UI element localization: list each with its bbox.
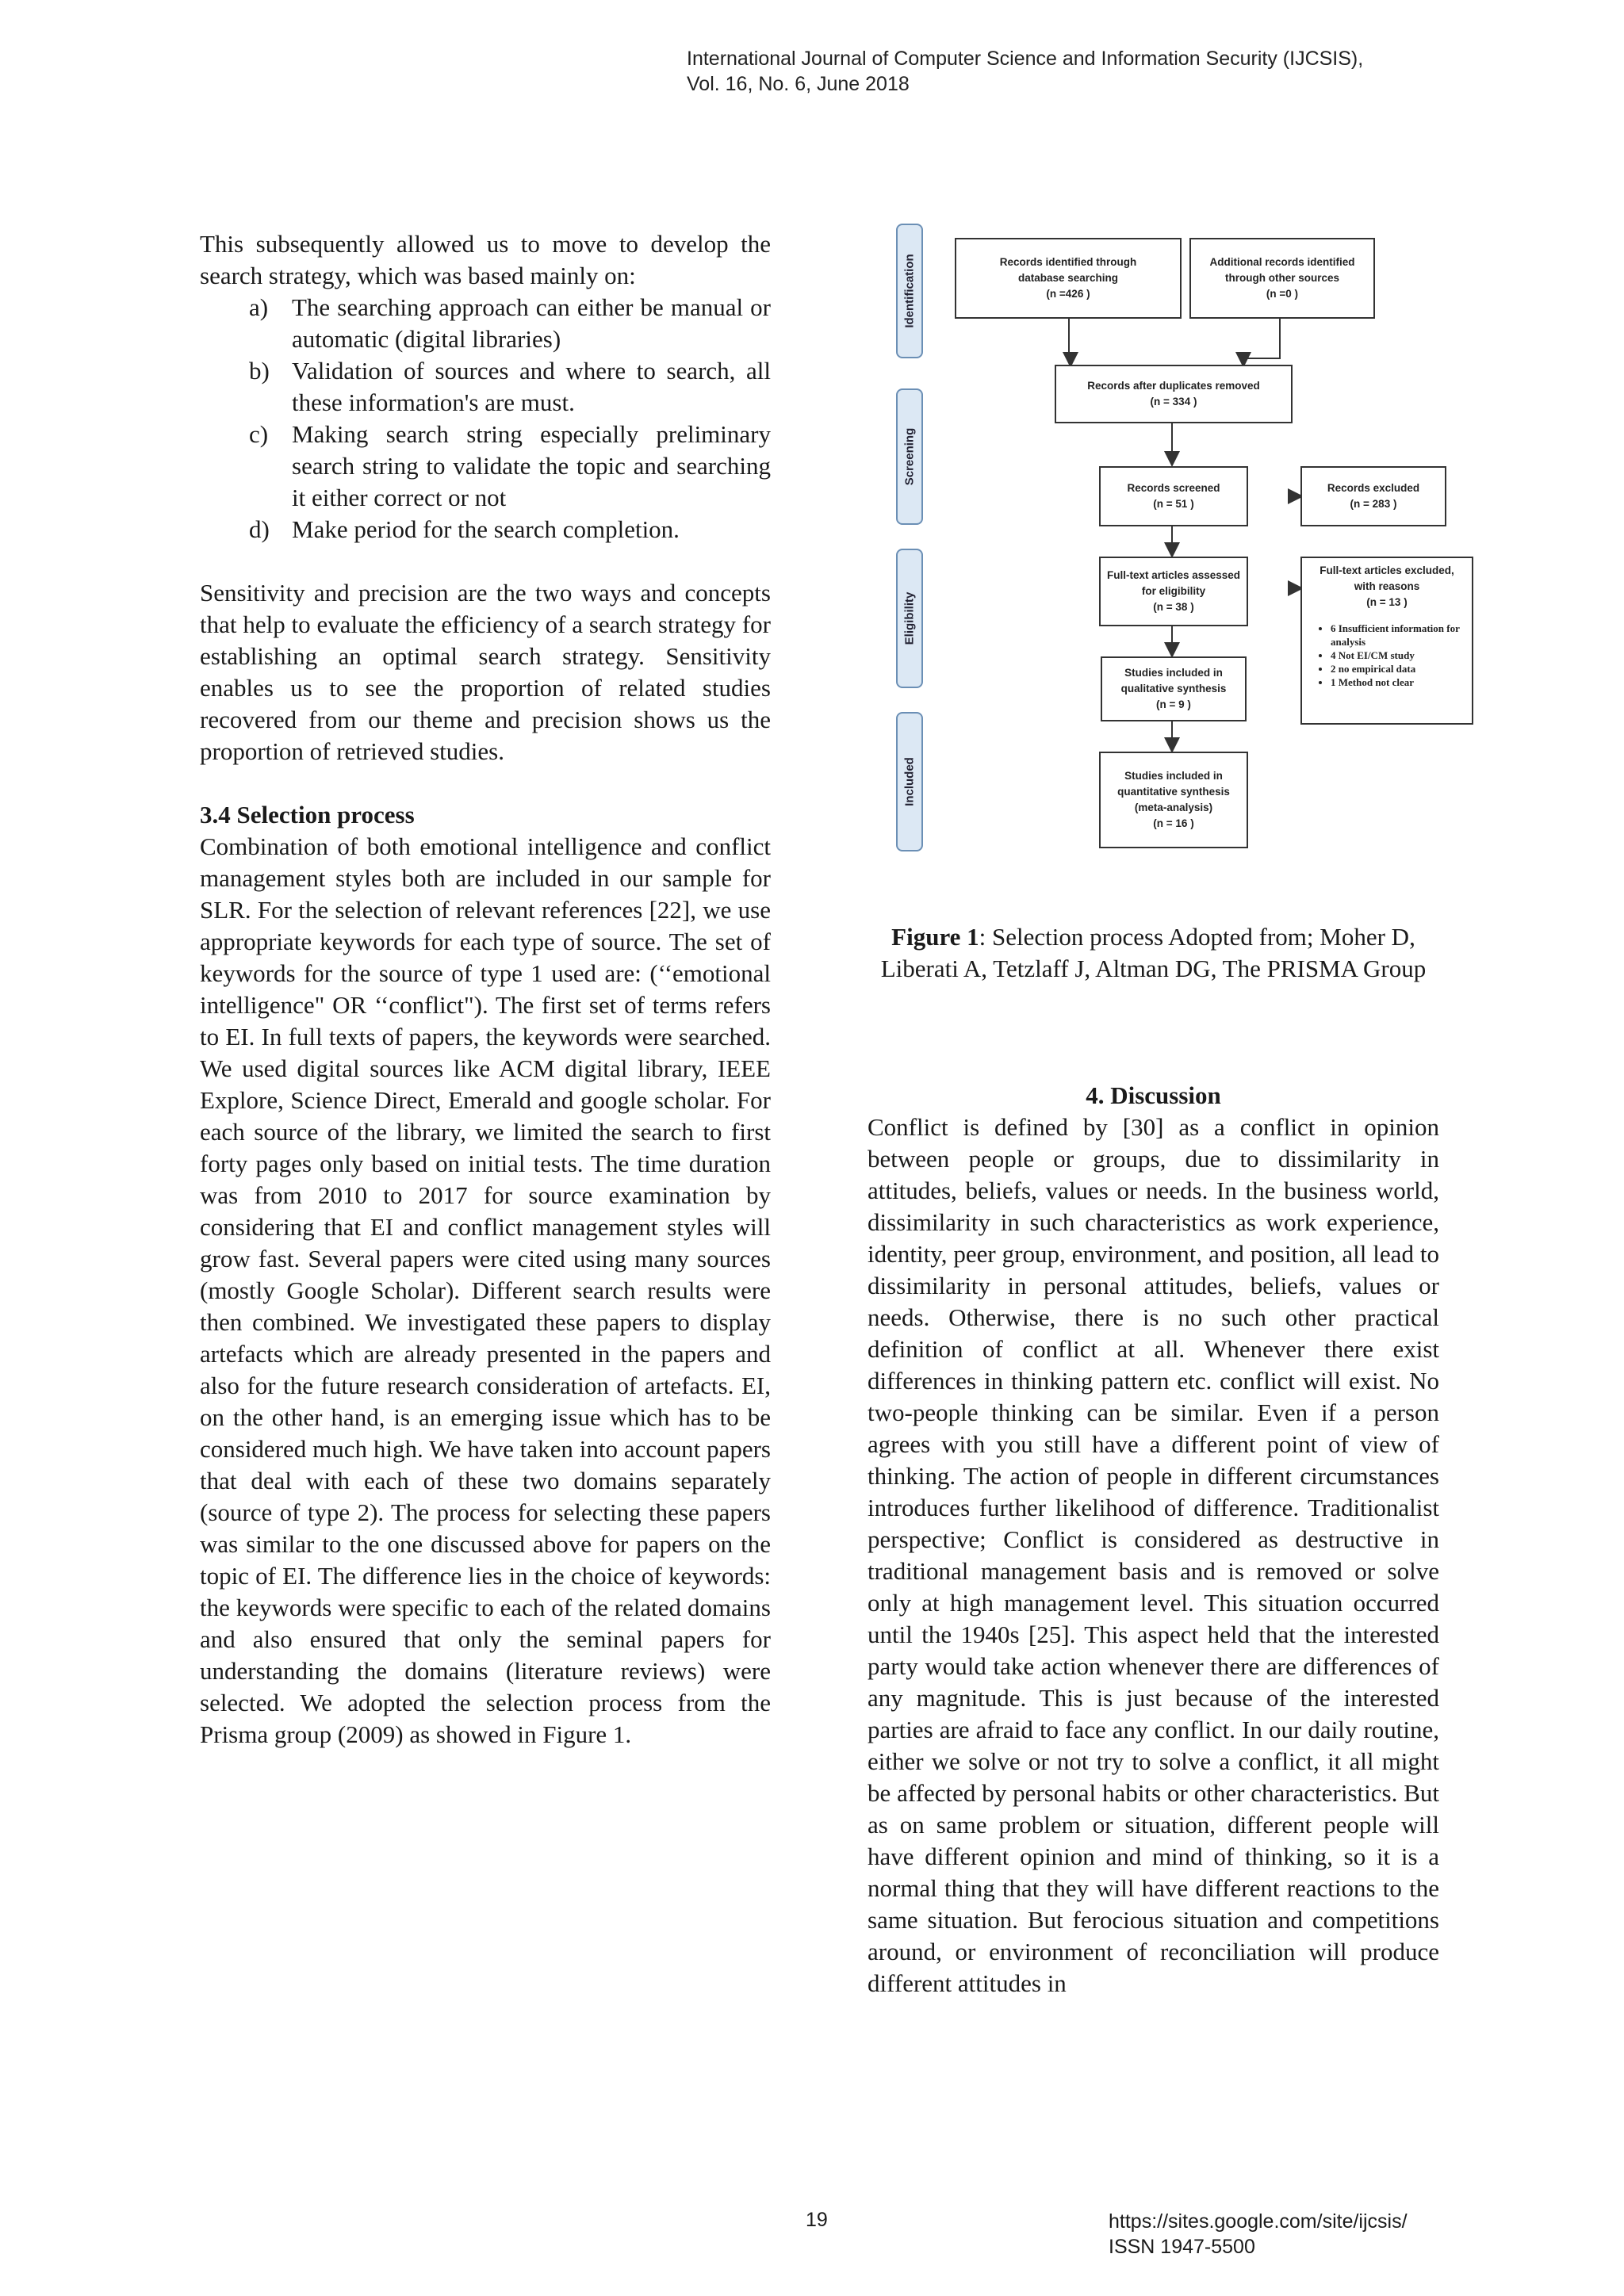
list-item <box>200 514 771 545</box>
box-fulltext-excluded: Full-text articles excluded, with reasons (n = 13 ) • 6 Insufficient information for analysis • 4 Not EI/CM study • 2 no empirical data • 1 Method not clear <box>1300 557 1473 725</box>
strategy-list <box>200 292 771 545</box>
box-fulltext-assessed: Full-text articles assessed for eligibility (n = 38 ) <box>1099 557 1248 626</box>
box-quantitative-synthesis: Studies included in quantitative synthesis (meta-analysis) (n = 16 ) <box>1099 752 1248 848</box>
footer-url: https://sites.google.com/site/ijcsis/ <box>1109 2210 1408 2233</box>
list-item: • 6 Insufficient information for analysis <box>1331 622 1472 649</box>
selection-process-paragraph: Combination of both emotional intelligence and conflict management styles both are included in our sample for SLR. For the selection of relevant references [22], we use appropriate keywords for each type of source. The set of keywords for the source of type 1 used are: (‘‘emotional intelligence" OR ‘‘conflict"). The first set of terms refers to EI. In full texts of papers, the keywords were searched. We used digital sources like ACM digital library, IEEE Explore, Science Direct, Emerald and google scholar. For each source of the library, we limited the search to first forty pages only based on initial tests. The time duration was from 2010 to 2017 for source examination by considering that EI and conflict management styles will grow fast. Several papers were cited using many sources (mostly Google Scholar). Different search results were then combined. We investigated these papers to display artefacts which are already presented in the papers and also for the future research consideration of artefacts. EI, on the other hand, is an emerging issue which has to be considered much high. We have taken into account papers that deal with each of these two domains separately (source of type 2). The process for selecting these papers was similar to the one discussed above for papers on the topic of EI. The difference lies in the choice of keywords: the keywords were specific to each of the related domains and also ensured that only the seminal papers for understanding the domains (literature reviews) were selected. We adopted the selection process from the Prisma group (2009) as showed in Figure 1. <box>200 832 771 1748</box>
journal-header-line2: Vol. 16, No. 6, June 2018 <box>687 73 910 95</box>
box-records-excluded: Records excluded (n = 283 ) <box>1300 466 1446 526</box>
box-records-screened: Records screened (n = 51 ) <box>1099 466 1248 526</box>
section-heading-selection-process: 3.4 Selection process <box>200 801 415 828</box>
list-item-text: The searching approach can either be manual or automatic (digital libraries) <box>292 293 771 353</box>
box-records-other-sources: Additional records identified through other sources (n =0 ) <box>1189 238 1375 319</box>
section-heading-discussion: 4. Discussion <box>1086 1081 1221 1109</box>
list-item-label: b) <box>249 357 270 385</box>
list-item-label: a) <box>249 293 269 321</box>
arrow-db-to-dup <box>1069 319 1071 365</box>
list-item-label: d) <box>249 515 270 543</box>
arrow-other-to-dup <box>1243 319 1280 365</box>
box-after-duplicates: Records after duplicates removed (n = 334 ) <box>1055 365 1293 423</box>
phase-screening: Screening <box>896 388 923 525</box>
phase-eligibility: Eligibility <box>896 549 923 688</box>
exclusion-reasons-list <box>1302 622 1472 689</box>
right-column <box>868 1080 1439 1999</box>
list-item-text: Validation of sources and where to search, all these information's are must. <box>292 357 771 416</box>
box-qualitative-synthesis: Studies included in qualitative synthesis (n = 9 ) <box>1101 656 1247 721</box>
journal-header-line1: International Journal of Computer Science and Information Security (IJCSIS), <box>687 48 1364 70</box>
list-item: • 1 Method not clear <box>1331 675 1472 689</box>
figure-caption-text: : Selection process Adopted from; Moher D, Liberati A, Tetzlaff J, Altman DG, The PRISMA Group <box>880 923 1427 982</box>
journal-header <box>687 46 1363 97</box>
page-number: 19 <box>806 2209 828 2231</box>
list-item-text: Make period for the search completion. <box>292 515 680 543</box>
figure-caption-label: Figure 1 <box>891 923 979 951</box>
discussion-paragraph: Conflict is defined by [30] as a conflict in opinion between people or groups, due to dissimilarity in attitudes, beliefs, values or needs. In the business world, dissimilarity in such characteristics as work experience, identity, peer group, environment, and position, all lead to dissimilarity in personal attitudes, beliefs, values or needs. Otherwise, there is no such other practical definition of conflict at all. Whenever there exist differences in thinking pattern etc. conflict will exist. No two-people thinking can be similar. Even if a person agrees with you still have a different point of view of thinking. The action of people in different circumstances introduces further likelihood of difference. Traditionalist perspective; Conflict is considered as destructive in traditional management basis and is removed or solve only at high management level. This situation occurred until the 1940s [25]. This aspect held that the interested party would take action whenever there are differences of any magnitude. This is just because of the interested parties are afraid to face any conflict. In our daily routine, either we solve or not try to solve a conflict, it all might be affected by personal habits or other characteristics. But as on same problem or situation, different people will have different opinion and mind of thinking, so it is a normal thing that they will have different reactions to the same situation. But ferocious situation and competitions around, or environment of reconciliation will produce different attitudes in <box>868 1113 1439 1997</box>
intro-paragraph: This subsequently allowed us to move to develop the search strategy, which was based mainly on: <box>200 230 771 289</box>
list-item <box>200 355 771 419</box>
box-records-identified-db: Records identified through database searching (n =426 ) <box>955 238 1182 319</box>
list-item: • 4 Not EI/CM study <box>1331 649 1472 662</box>
list-item-label: c) <box>249 420 269 448</box>
phase-included: Included <box>896 712 923 851</box>
footer-info <box>1109 2209 1408 2260</box>
phase-identification: Identification <box>896 224 923 358</box>
list-item-text: Making search string especially preliminary search string to validate the topic and searching it either correct or not <box>292 420 771 511</box>
footer-issn: ISSN 1947-5500 <box>1109 2236 1255 2258</box>
list-item <box>200 419 771 514</box>
prisma-flow-diagram <box>887 224 1489 866</box>
list-item: • 2 no empirical data <box>1331 662 1472 675</box>
sensitivity-paragraph: Sensitivity and precision are the two ways and concepts that help to evaluate the efficiency of a search strategy for establishing an optimal search strategy. Sensitivity enables us to see the proportion of related studies recovered from our theme and precision shows us the proportion of retrieved studies. <box>200 579 771 765</box>
list-item <box>200 292 771 355</box>
left-column <box>200 228 771 1751</box>
figure-caption <box>868 921 1439 985</box>
